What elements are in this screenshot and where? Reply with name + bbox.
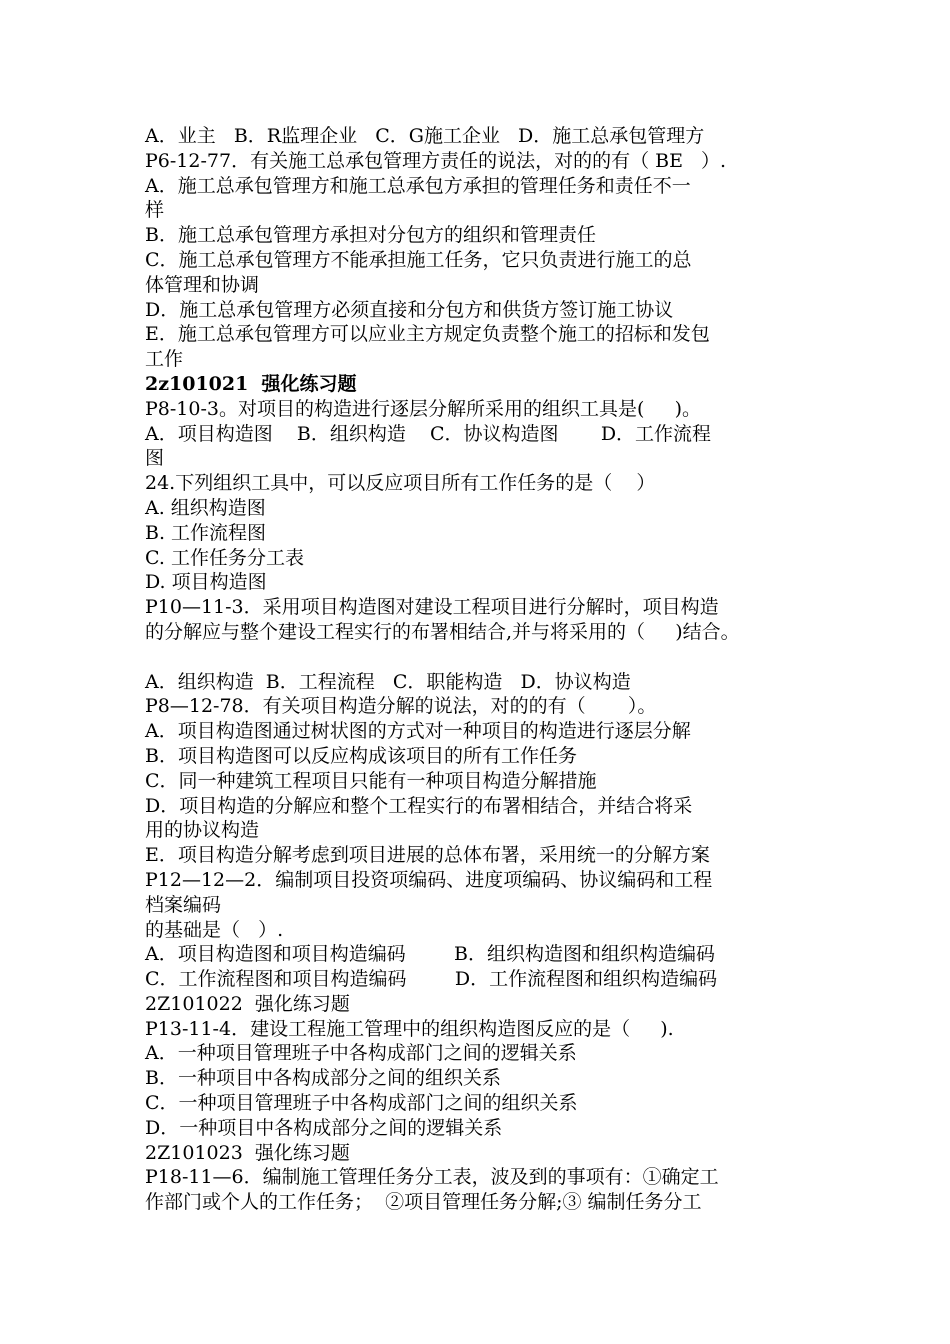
text-line: A. 组织构造图 xyxy=(145,496,266,519)
text-line: C．施工总承包管理方不能承担施工任务，它只负责进行施工的总 xyxy=(145,248,692,271)
text-line: C．一种项目管理班子中各构成部门之间的组织关系 xyxy=(145,1092,578,1115)
text-line: P8-10-3。对项目的构造进行逐层分解所采用的组织工具是( )。 xyxy=(145,397,702,420)
text-line: C．同一种建筑工程项目只能有一种项目构造分解措施 xyxy=(145,769,597,792)
text-line: D．施工总承包管理方必须直接和分包方和供货方签订施工协议 xyxy=(145,298,674,321)
text-line: A．业主 B．R监理企业 C．G施工企业 D．施工总承包管理方 xyxy=(145,125,705,147)
text-line: D．一种项目中各构成部分之间的逻辑关系 xyxy=(145,1116,503,1139)
text-line: 体管理和协调 xyxy=(145,273,260,296)
text-line: D. 项目构造图 xyxy=(145,571,267,594)
text-line: A．一种项目管理班子中各构成部门之间的逻辑关系 xyxy=(145,1042,577,1065)
document-body xyxy=(145,124,835,1215)
text-line: P12—12—2．编制项目投资项编码、进度项编码、协议编码和工程 xyxy=(145,868,713,891)
text-line: P6-12-77．有关施工总承包管理方责任的说法，对的的有（ BE ）. xyxy=(145,149,727,172)
text-line: C. 工作任务分工表 xyxy=(145,546,304,569)
text-line: 用的协议构造 xyxy=(145,819,260,842)
text-line: A．组织构造 B．工程流程 C．职能构造 D．协议构造 xyxy=(145,670,631,693)
text-line: P13-11-4．建设工程施工管理中的组织构造图反应的是（ ). xyxy=(145,1017,674,1040)
text-line: 的分解应与整个建设工程实行的布署相结合,并与将采用的（ )结合。 xyxy=(145,620,740,643)
text-line: D．项目构造的分解应和整个工程实行的布署相结合，并结合将采 xyxy=(145,794,693,817)
text-line: B．施工总承包管理方承担对分包方的组织和管理责任 xyxy=(145,224,596,247)
text-line: A．施工总承包管理方和施工总承包方承担的管理任务和责任不一 xyxy=(145,174,691,197)
text-line: B．项目构造图可以反应构成该项目的所有工作任务 xyxy=(145,744,577,767)
blank-line xyxy=(145,645,835,670)
section-heading: 2z101021 强化练习题 xyxy=(145,372,357,395)
text-line: P8—12-78．有关项目构造分解的说法，对的的有（ ）。 xyxy=(145,695,657,718)
text-line: 作部门或个人的工作任务； ②项目管理任务分解;③ 编制任务分工 xyxy=(145,1191,702,1214)
text-line: 档案编码 xyxy=(145,893,222,916)
text-line: 样 xyxy=(145,199,165,222)
text-line: A．项目构造图通过树状图的方式对一种项目的构造进行逐层分解 xyxy=(145,720,691,743)
text-line: 2Z101023 强化练习题 xyxy=(145,1141,350,1164)
text-line: P18-11—6．编制施工管理任务分工表，波及到的事项有：①确定工 xyxy=(145,1166,719,1189)
text-line: A．项目构造图和项目构造编码 B．组织构造图和组织构造编码 xyxy=(145,943,716,966)
text-line: 工作 xyxy=(145,348,184,371)
text-line: 24.下列组织工具中，可以反应项目所有工作任务的是（ ） xyxy=(145,472,656,495)
text-line: E．项目构造分解考虑到项目进展的总体布署，采用统一的分解方案 xyxy=(145,844,710,867)
text-line: A．项目构造图 B．组织构造 C．协议构造图 D．工作流程 xyxy=(145,422,712,445)
text-line: B．一种项目中各构成部分之间的组织关系 xyxy=(145,1067,501,1090)
text-line: 图 xyxy=(145,447,165,470)
text-line: 的基础是（ ）. xyxy=(145,918,284,941)
text-line: P10—11-3．采用项目构造图对建设工程项目进行分解时，项目构造 xyxy=(145,596,719,619)
text-line: E．施工总承包管理方可以应业主方规定负责整个施工的招标和发包 xyxy=(145,323,710,346)
text-line: C．工作流程图和项目构造编码 D．工作流程图和组织构造编码 xyxy=(145,968,718,991)
text-line: 2Z101022 强化练习题 xyxy=(145,992,350,1015)
text-line: B. 工作流程图 xyxy=(145,521,267,544)
